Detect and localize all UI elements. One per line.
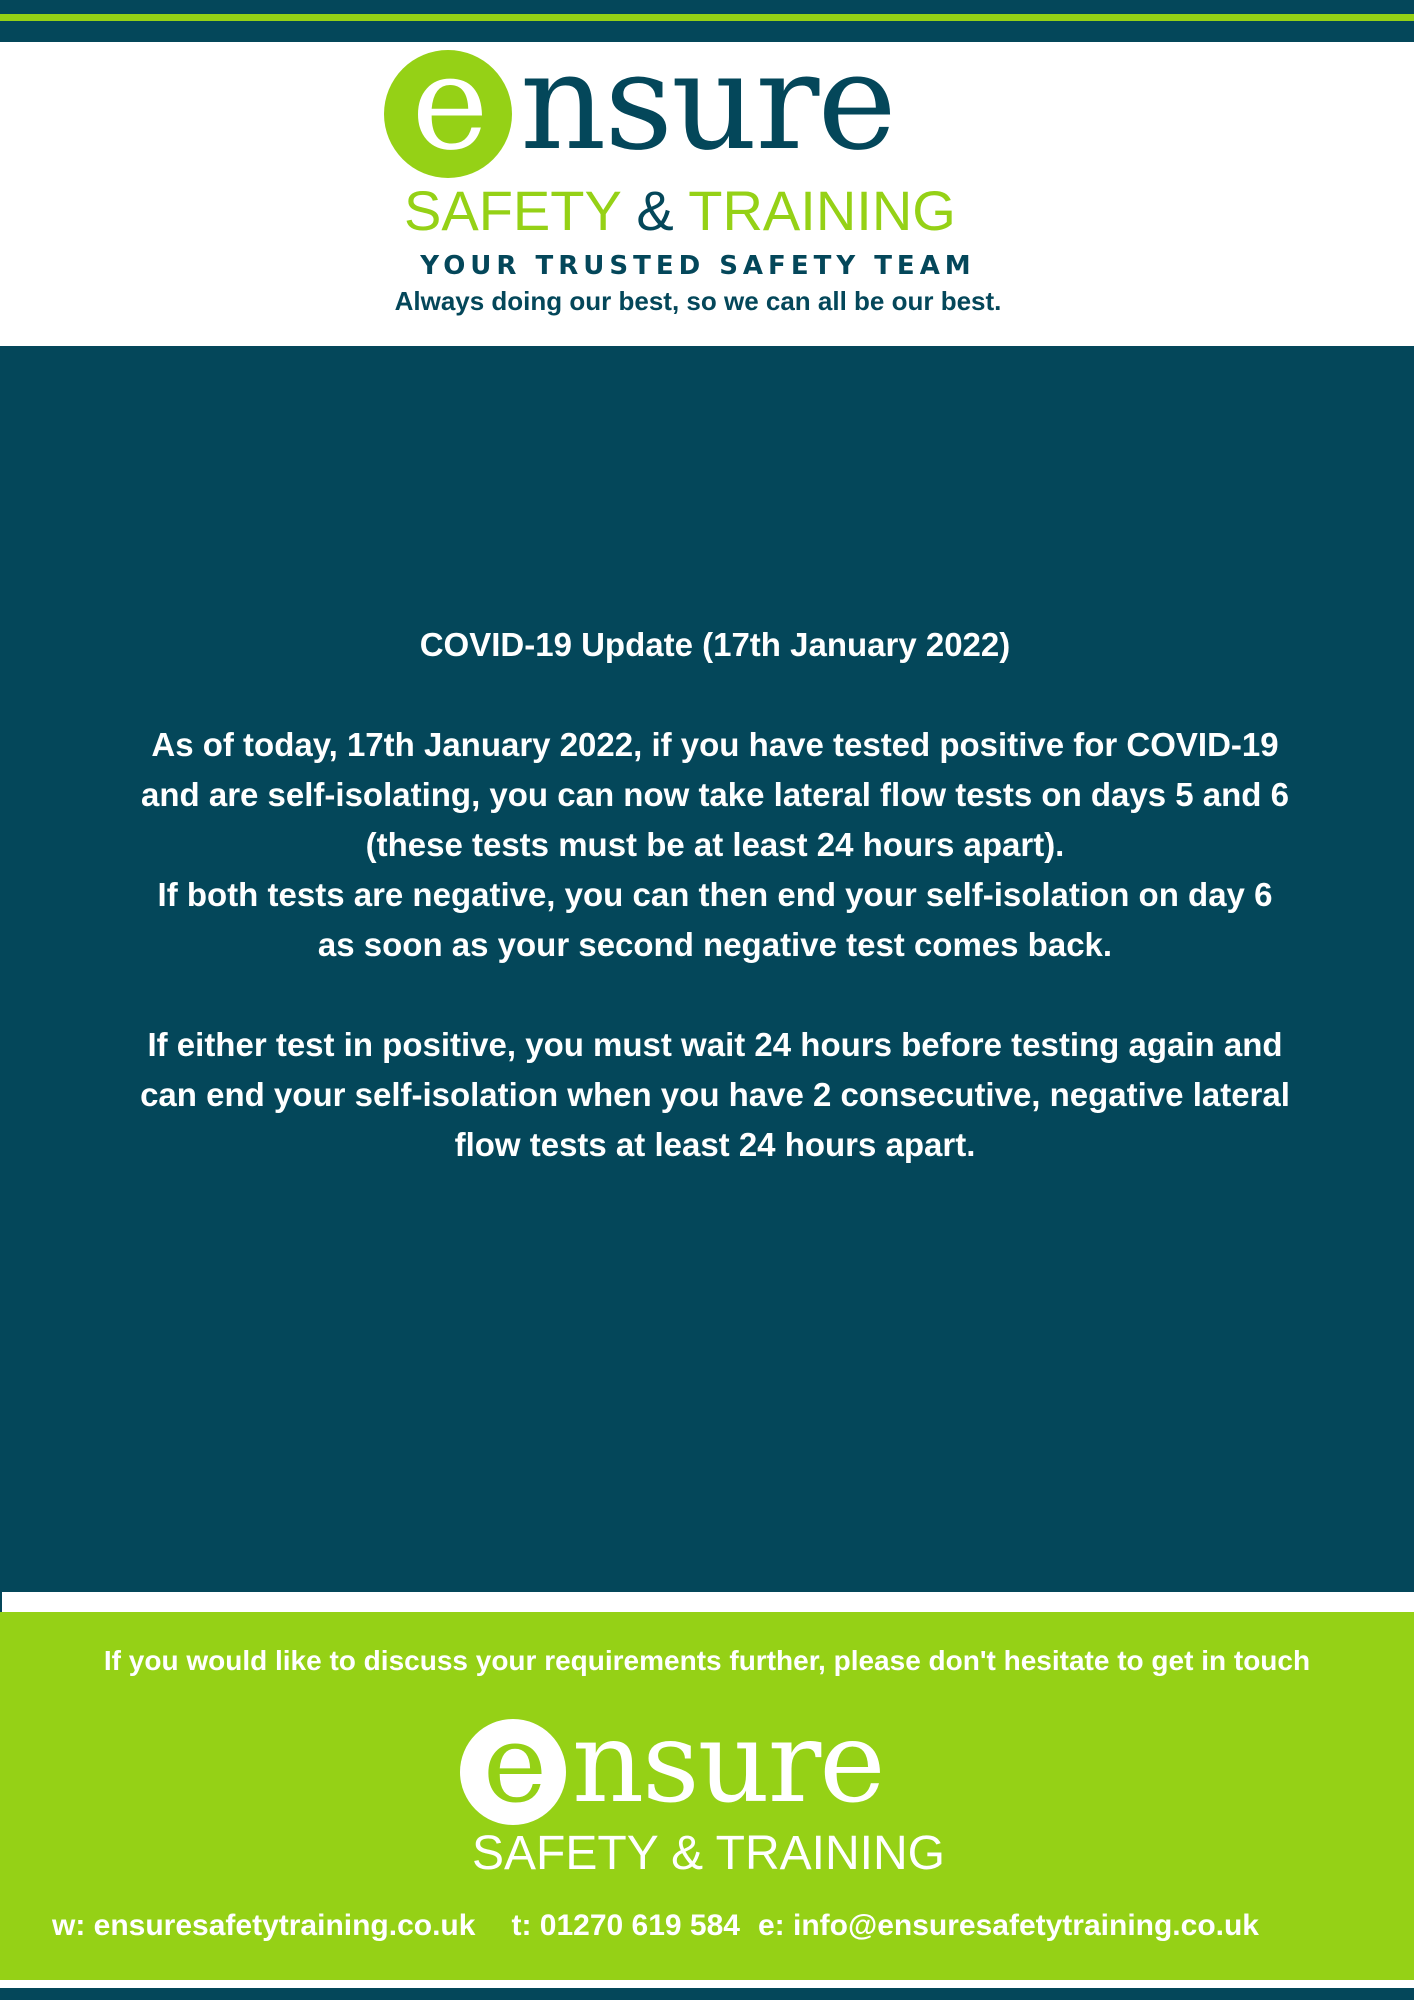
footer-logo-nsure-letters: nsure (572, 1712, 884, 1827)
top-lime-stripe (0, 14, 1414, 21)
section-separator (0, 1592, 1414, 1612)
contact-details (52, 1908, 1382, 1944)
ensure-wordmark (384, 42, 994, 182)
phone-link[interactable]: t: 01270 619 584 (511, 1909, 740, 1942)
bottom-white-stripe (0, 1980, 1414, 1988)
page-footer (0, 1612, 1414, 1980)
update-panel (0, 346, 1414, 1592)
footer-logo-e-letter: e (483, 1712, 547, 1827)
update-paragraph-2: If both tests are negative, you can then end your self-isolation on day 6 as soon as your second negative test comes back. (157, 876, 1273, 963)
logo-e-letter: e (411, 42, 489, 179)
bottom-navy-stripe (0, 1988, 1414, 2000)
website-link[interactable]: w: ensuresafetytraining.co.uk (52, 1909, 476, 1942)
page-header (0, 42, 1414, 346)
footer-logo-subtitle: SAFETY & TRAINING (472, 1827, 945, 1880)
contact-cta: If you would like to discuss your requirements further, please don't hesitate to get in touch (103, 1645, 1311, 1676)
logo-subtitle (404, 178, 994, 244)
update-content (140, 620, 1290, 1170)
footer-ensure-wordmark (460, 1712, 970, 1827)
update-title: COVID-19 Update (17th January 2022) (419, 626, 1011, 663)
logo-ampersand: & (636, 179, 674, 242)
tagline: YOUR TRUSTED SAFETY TEAM (420, 251, 976, 281)
logo-training-text: TRAINING (688, 179, 956, 242)
update-paragraph-1: As of today, 17th January 2022, if you have tested positive for COVID-19 and are self-isolating, you can now take lateral flow tests on days 5 and 6 (these tests must be at least 24 hours apart). (141, 726, 1289, 863)
email-link[interactable]: e: info@ensuresafetytraining.co.uk (757, 1909, 1259, 1942)
footer-ensure-logo (460, 1712, 970, 1892)
ensure-logo (384, 42, 994, 242)
motto: Always doing our best, so we can all be our best. (394, 286, 1002, 316)
logo-safety-text: SAFETY (404, 179, 621, 242)
top-navy-band (0, 21, 1414, 42)
update-paragraph-3: If either test in positive, you must wait 24 hours before testing again and can end your self-isolation when you have 2 consecutive, negative lateral flow tests at least 24 hours apart. (140, 1026, 1290, 1163)
logo-nsure-letters: nsure (520, 42, 895, 180)
top-navy-stripe (0, 0, 1414, 14)
